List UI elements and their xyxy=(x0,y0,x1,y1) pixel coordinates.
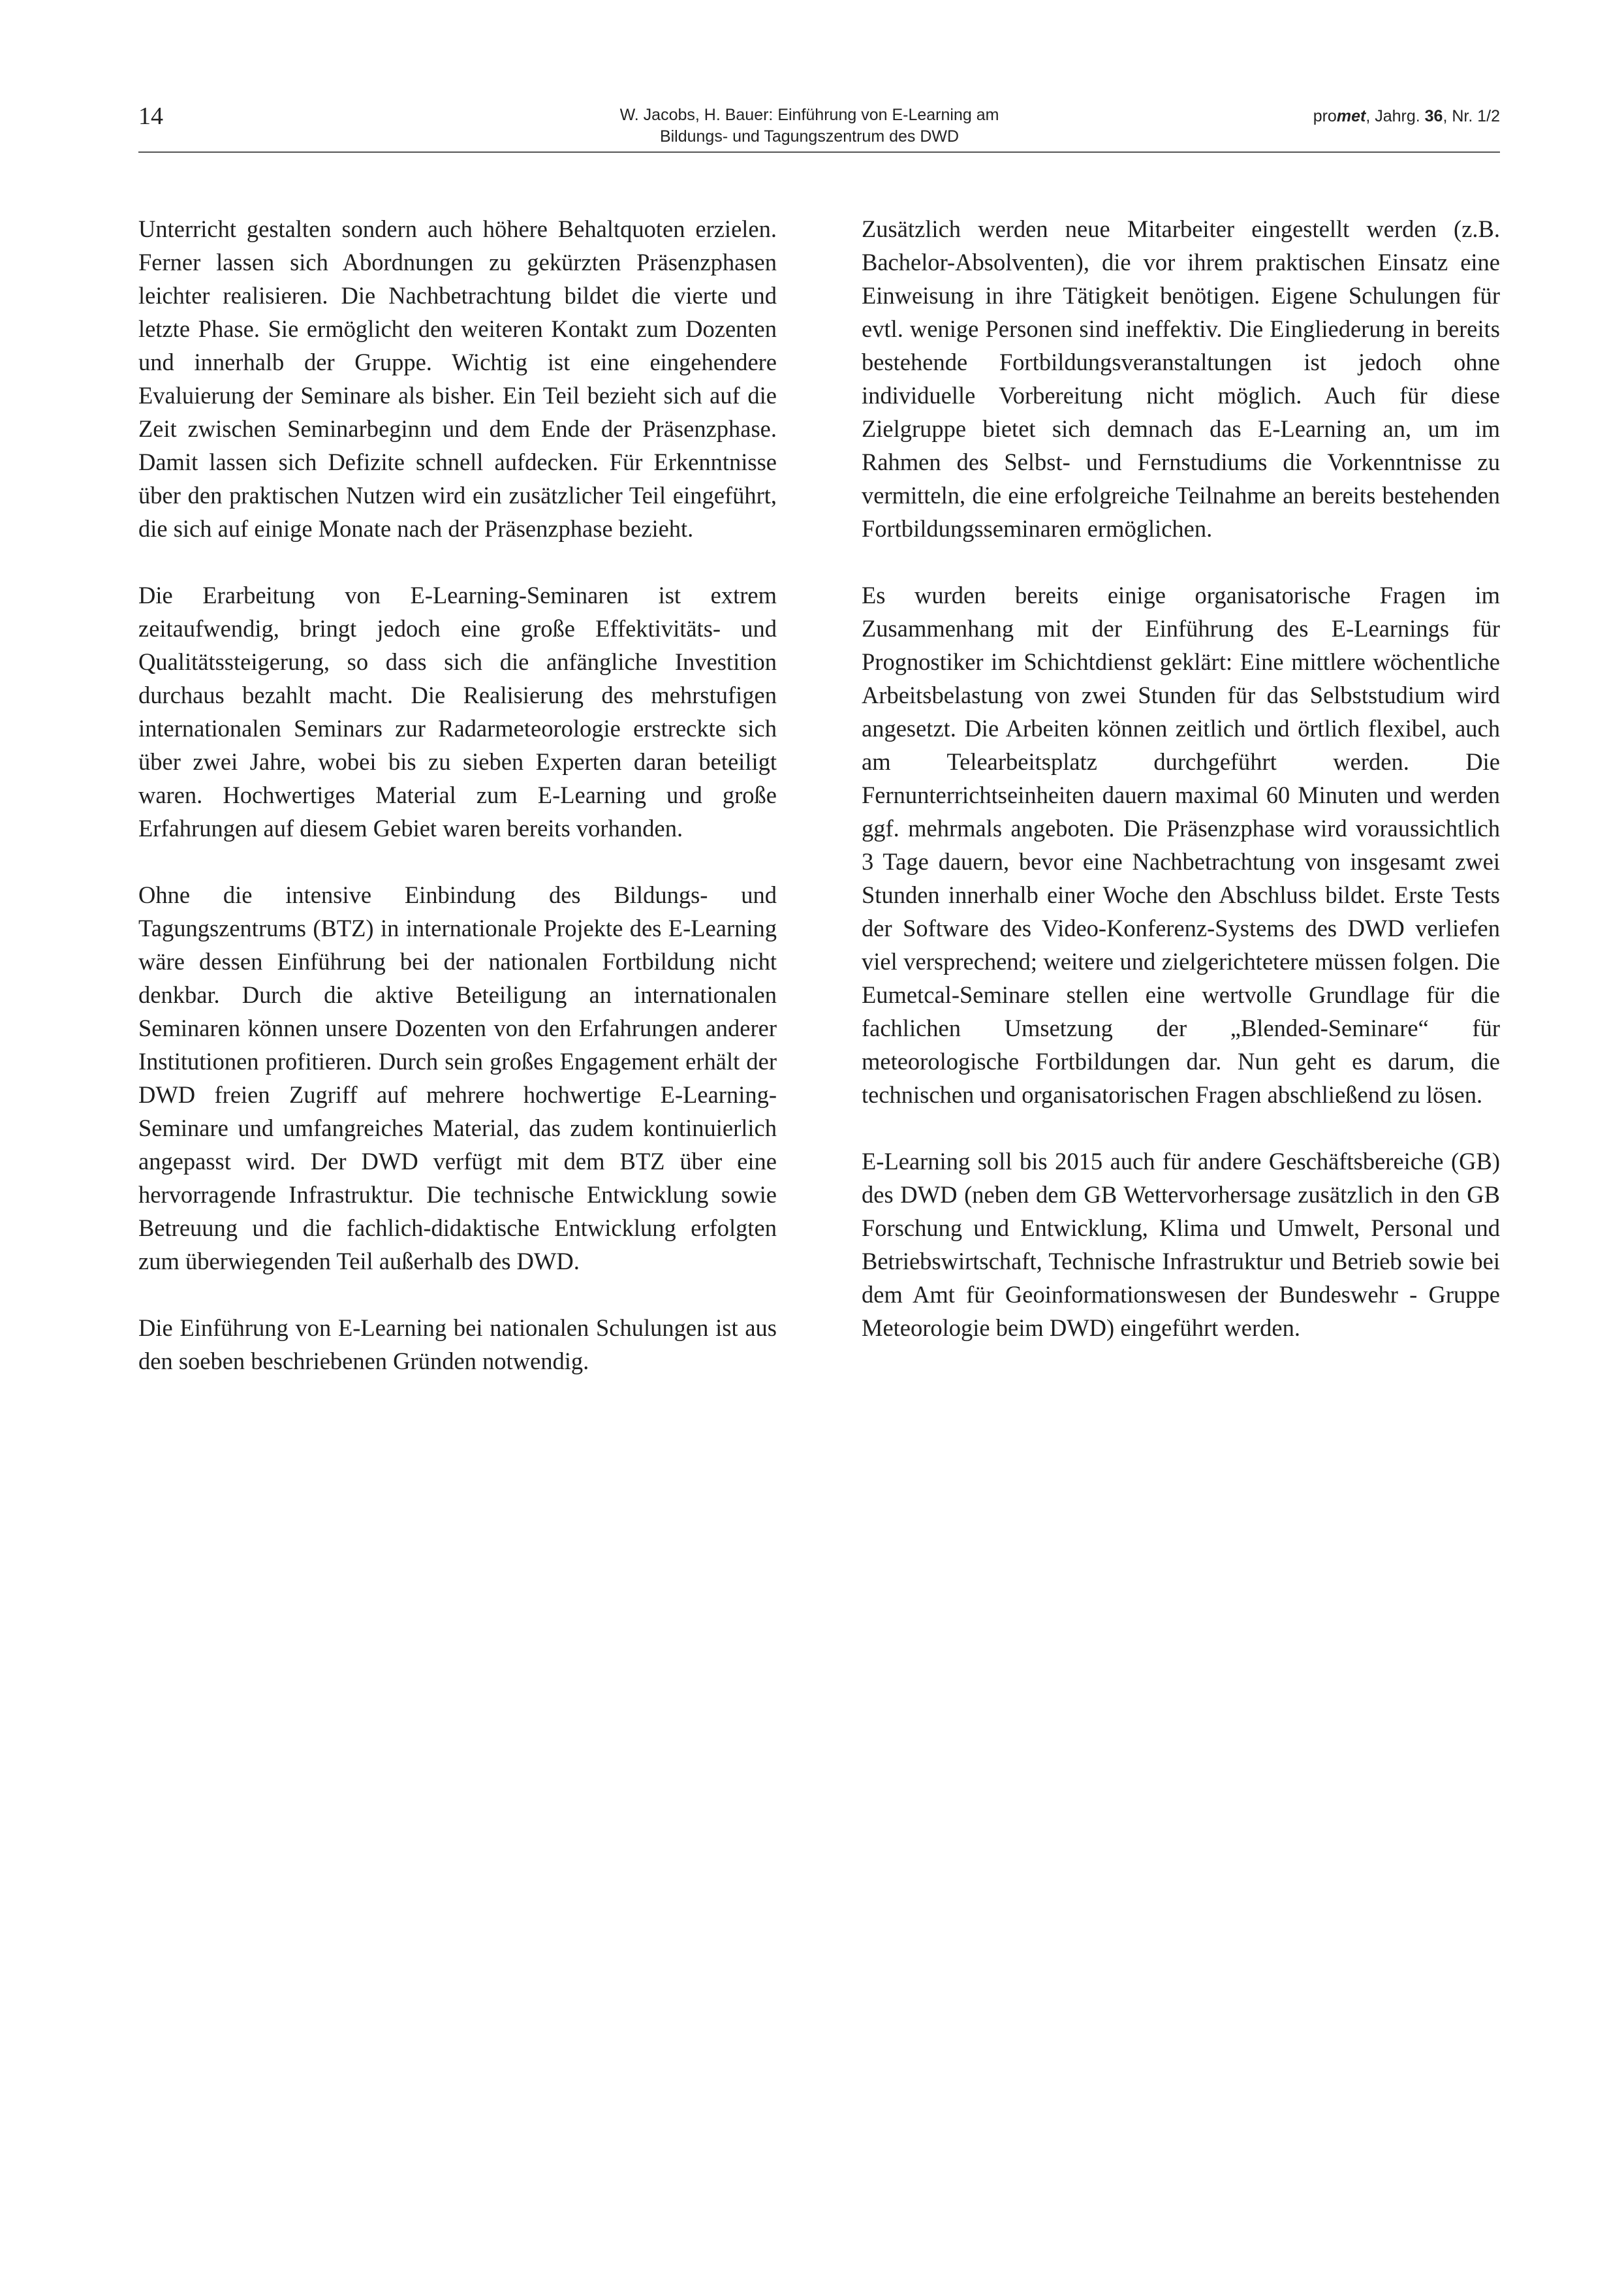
journal-year-label: , Jahrg. xyxy=(1366,107,1425,125)
left-paragraph-4: Die Einführung von E-Learning bei nationalen Schulungen ist aus den soeben beschriebenen Gründen notwendig. xyxy=(138,1314,777,1374)
right-column xyxy=(862,212,1500,1378)
journal-volume: 36 xyxy=(1424,107,1443,125)
body-columns xyxy=(138,212,1500,1378)
journal-name xyxy=(1313,107,1366,125)
running-title xyxy=(457,104,1162,148)
right-paragraph-1: Zusätzlich werden neue Mitarbeiter eingestellt werden (z.B. Bachelor-Absolventen), die vor ihrem praktischen Einsatz eine Einweisung in ihre Tätigkeit benötigen. Eigene Schulungen für evtl. wenige Personen sind ineffektiv. Die Eingliederung in bereits bestehende Fortbildungsveranstaltungen ist jedoch ohne individuelle Vorbereitung nicht möglich. Auch für diese Zielgruppe bietet sich demnach das E-Learning an, um im Rahmen des Selbst- und Fernstudiums die Vorkenntnisse zu vermitteln, die eine erfolgreiche Teilnahme an bereits bestehenden Fortbildungsseminaren ermöglichen. xyxy=(862,215,1500,542)
journal-name-prefix: pro xyxy=(1313,107,1337,125)
journal-issue: , Nr. 1/2 xyxy=(1443,107,1500,125)
page-number: 14 xyxy=(138,103,163,130)
left-column xyxy=(138,212,777,1378)
journal-reference xyxy=(1313,106,1500,127)
journal-name-emphasis: met xyxy=(1336,107,1366,125)
left-paragraph-1: Unterricht gestalten sondern auch höhere Behaltquoten erzielen. Ferner lassen sich Abordnungen zu gekürzten Präsenzphasen leichter realisieren. Die Nachbetrachtung bildet die vierte und letzte Phase. Sie ermöglicht den weiteren Kontakt zum Dozenten und innerhalb der Gruppe. Wichtig ist eine eingehendere Evaluierung der Seminare als bisher. Ein Teil bezieht sich auf die Zeit zwischen Seminarbeginn und dem Ende der Präsenzphase. Damit lassen sich Defizite schnell aufdecken. Für Erkenntnisse über den praktischen Nutzen wird ein zusätzlicher Teil eingeführt, die sich auf einige Monate nach der Präsenzphase bezieht. xyxy=(138,215,777,542)
page-header xyxy=(0,0,1624,157)
right-paragraph-2: Es wurden bereits einige organisatorische Fragen im Zusammenhang mit der Einführung des E-Learnings für Prognostiker im Schichtdienst geklärt: Eine mittlere wöchentliche Arbeitsbelastung von zwei Stunden für das Selbststudium wird angesetzt. Die Arbeiten können zeitlich und örtlich flexibel, auch am Telearbeitsplatz durchgeführt werden. Die Fernunterrichtseinheiten dauern maximal 60 Minuten und werden ggf. mehrmals angeboten. Die Präsenzphase wird voraussichtlich 3 Tage dauern, bevor eine Nachbetrachtung von insgesamt zwei Stunden innerhalb einer Woche den Abschluss bildet. Erste Tests der Software des Video-Konferenz-Systems des DWD verliefen viel versprechend; weitere und zielgerichtetere müssen folgen. Die Eumetcal-Seminare stellen eine wertvolle Grundlage für die fachlichen Umsetzung der „Blended-Seminare“ für meteorologische Fortbildungen dar. Nun geht es darum, die technischen und organisatorischen Fragen abschließend zu lösen. xyxy=(862,582,1500,1108)
running-title-line-2: Bildungs- und Tagungszentrum des DWD xyxy=(659,127,960,146)
header-divider xyxy=(138,151,1500,153)
left-paragraph-2: Die Erarbeitung von E-Learning-Seminaren ist extrem zeitaufwendig, bringt jedoch eine große Effektivitäts- und Qualitätssteigerung, so dass sich die anfängliche Investition durchaus bezahlt macht. Die Realisierung des mehrstufigen internationalen Seminars zur Radarmeteorologie erstreckte sich über zwei Jahre, wobei bis zu sieben Experten daran beteiligt waren. Hochwertiges Material zum E-Learning und große Erfahrungen auf diesem Gebiet waren bereits vorhanden. xyxy=(138,582,777,842)
right-paragraph-3: E-Learning soll bis 2015 auch für andere Geschäftsbereiche (GB) des DWD (neben dem GB Wettervorhersage zusätzlich in den GB Forschung und Entwicklung, Klima und Umwelt, Personal und Betriebswirtschaft, Technische Infrastruktur und Betrieb sowie bei dem Amt für Geoinformationswesen der Bundeswehr - Gruppe Meteorologie beim DWD) eingeführt werden. xyxy=(862,1148,1500,1341)
left-paragraph-3: Ohne die intensive Einbindung des Bildungs- und Tagungszentrums (BTZ) in internationale Projekte des E-Learning wäre dessen Einführung bei der nationalen Fortbildung nicht denkbar. Durch die aktive Beteiligung an internationalen Seminaren können unsere Dozenten von den Erfahrungen anderer Institutionen profitieren. Durch sein großes Engagement erhält der DWD freien Zugriff auf mehrere hochwertige E-Learning-Seminare und umfangreiches Material, das zudem kontinuierlich angepasst wird. Der DWD verfügt mit dem BTZ über eine hervorragende Infrastruktur. Die technische Entwicklung sowie Betreuung und die fachlich-didaktische Entwicklung erfolgten zum überwiegenden Teil außerhalb des DWD. xyxy=(138,881,777,1274)
running-title-line-1: W. Jacobs, H. Bauer: Einführung von E-Learning am xyxy=(619,106,999,124)
